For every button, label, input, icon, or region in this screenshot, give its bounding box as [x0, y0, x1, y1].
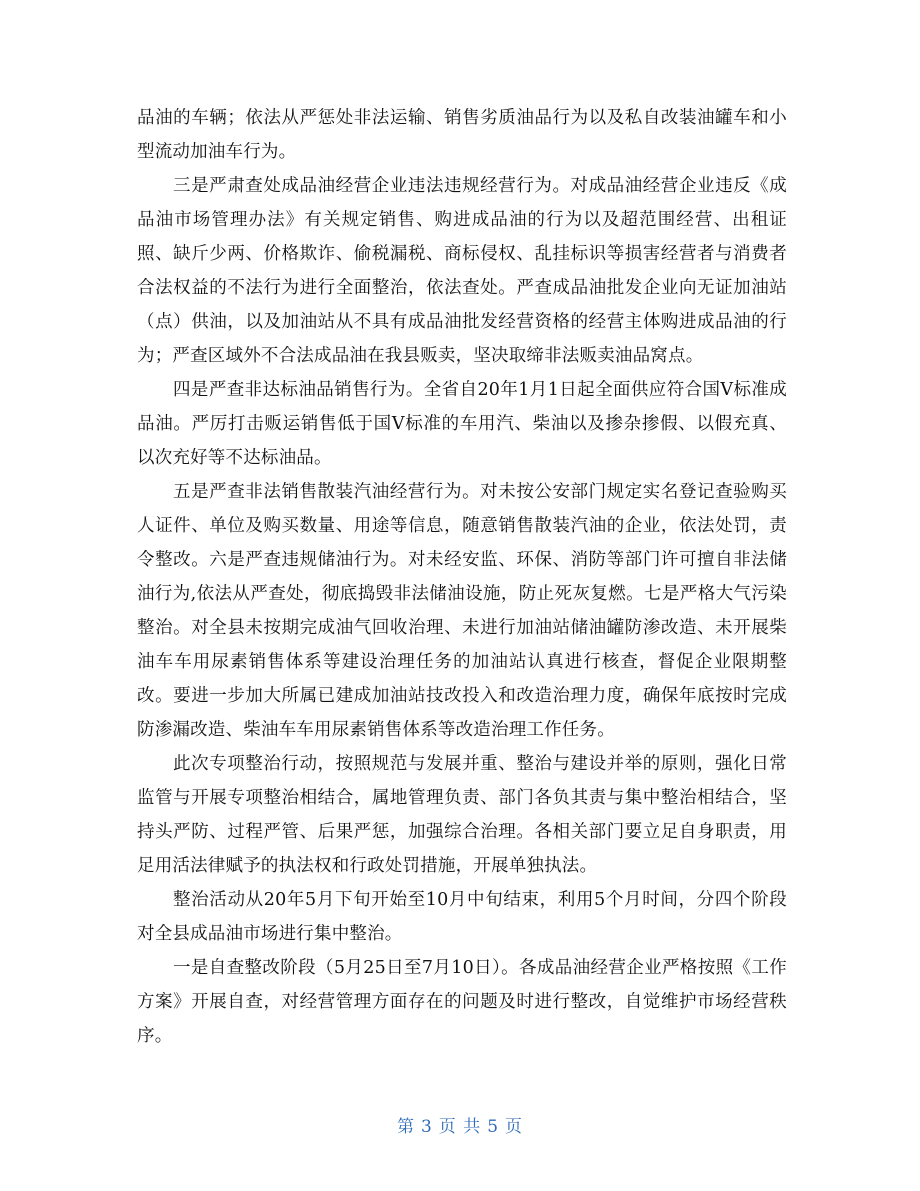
paragraph-item-3: 三是严肃查处成品油经营企业违法违规经营行为。对成品油经营企业违反《成品油市场管理办法》有关规定销售、购进成品油的行为以及超范围经营、出租证照、缺斤少两、价格欺诈、偷税漏税、商标侵权、乱挂标识等损害经营者与消费者合法权益的不法行为进行全面整治，依法查处。严查成品油批发企业向无证加油站（点）供油，以及加油站从不具有成品油批发经营资格的经营主体购进成品油的行为；严查区域外不合法成品油在我县贩卖，坚决取缔非法贩卖油品窝点。 — [137, 176, 787, 366]
footer-middle: 页 共 — [438, 1117, 482, 1137]
paragraph-stage-1: 一是自查整改阶段（5月25日至7月10日）。各成品油经营企业严格按照《工作方案》开展自查，对经营管理方面存在的问题及时进行整改，自觉维护市场经营秩序。 — [137, 958, 787, 1046]
paragraph-principles: 此次专项整治行动，按照规范与发展并重、整治与建设并举的原则，强化日常监管与开展专项整治相结合，属地管理负责、部门各负其责与集中整治相结合，坚持头严防、过程严管、后果严惩，加强综合治理。各相关部门要立足自身职责，用足用活法律赋予的执法权和行政处罚措施，开展单独执法。 — [137, 754, 787, 876]
document-body — [137, 101, 787, 1053]
footer-total-pages: 5 — [487, 1117, 500, 1137]
paragraph-schedule: 整治活动从20年5月下旬开始至10月中旬结束，利用5个月时间，分四个阶段对全县成品油市场进行集中整治。 — [137, 890, 787, 944]
footer-suffix: 页 — [505, 1117, 524, 1137]
footer-prefix: 第 — [396, 1117, 415, 1137]
paragraph-item-4: 四是严查非达标油品销售行为。全省自20年1月1日起全面供应符合国Ⅴ标准成品油。严厉打击贩运销售低于国Ⅴ标准的车用汽、柴油以及掺杂掺假、以假充真、以次充好等不达标油品。 — [137, 380, 787, 468]
footer-page-number: 3 — [420, 1117, 433, 1137]
page-footer — [0, 1112, 920, 1137]
paragraph-item-5: 五是严查非法销售散装汽油经营行为。对未按公安部门规定实名登记查验购买人证件、单位及购买数量、用途等信息，随意销售散装汽油的企业，依法处罚，责令整改。六是严查违规储油行为。对未经安监、环保、消防等部门许可擅自非法储油行为,依法从严查处，彻底捣毁非法储油设施，防止死灰复燃。七是严格大气污染整治。对全县未按期完成油气回收治理、未进行加油站储油罐防渗改造、未开展柴油车车用尿素销售体系等建设治理任务的加油站认真进行核查，督促企业限期整改。要进一步加大所属已建成加油站技改投入和改造治理力度，确保年底按时完成防渗漏改造、柴油车车用尿素销售体系等改造治理工作任务。 — [137, 482, 787, 740]
paragraph-continuation: 品油的车辆；依法从严惩处非法运输、销售劣质油品行为以及私自改装油罐车和小型流动加油车行为。 — [137, 108, 787, 162]
